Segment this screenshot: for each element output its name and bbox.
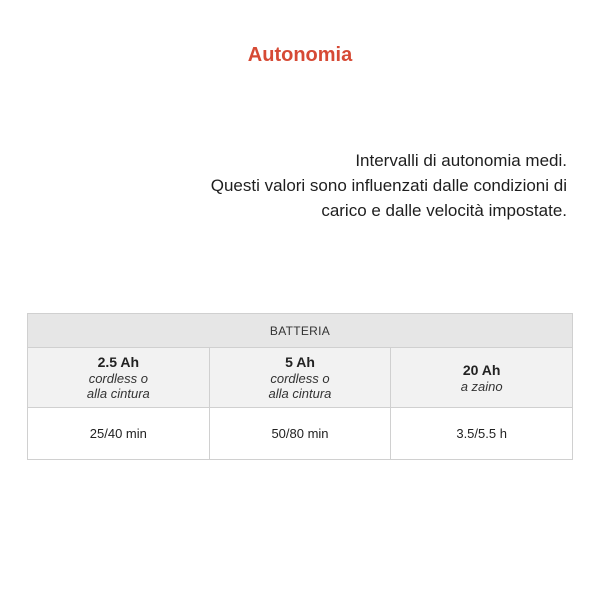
runtime-cell: 25/40 min <box>28 408 210 460</box>
capacity-cell <box>391 348 573 408</box>
table-header-batteria: BATTERIA <box>28 314 573 348</box>
intro-line: Questi valori sono influenzati dalle condizioni di <box>210 176 567 195</box>
intro-line: carico e dalle velocità impostate. <box>321 201 567 220</box>
battery-type-line: cordless o <box>270 371 330 386</box>
capacity-label: 20 Ah <box>462 361 501 378</box>
battery-type-line: alla cintura <box>86 386 150 401</box>
battery-type-line: a zaino <box>460 378 503 394</box>
runtime-cell: 3.5/5.5 h <box>391 408 573 460</box>
runtime-row <box>28 408 573 460</box>
page-title: Autonomia <box>247 44 353 66</box>
capacity-label: 2.5 Ah <box>97 354 140 370</box>
battery-table <box>27 313 573 460</box>
intro-text <box>107 148 567 223</box>
intro-line: Intervalli di autonomia medi. <box>355 151 567 170</box>
capacity-cell <box>209 348 391 408</box>
table-header-row <box>28 314 573 348</box>
battery-type-line: alla cintura <box>268 386 332 401</box>
runtime-cell: 50/80 min <box>209 408 391 460</box>
capacity-cell <box>28 348 210 408</box>
capacity-label: 5 Ah <box>285 354 315 370</box>
battery-type-line: cordless o <box>88 371 148 386</box>
capacity-row <box>28 348 573 408</box>
